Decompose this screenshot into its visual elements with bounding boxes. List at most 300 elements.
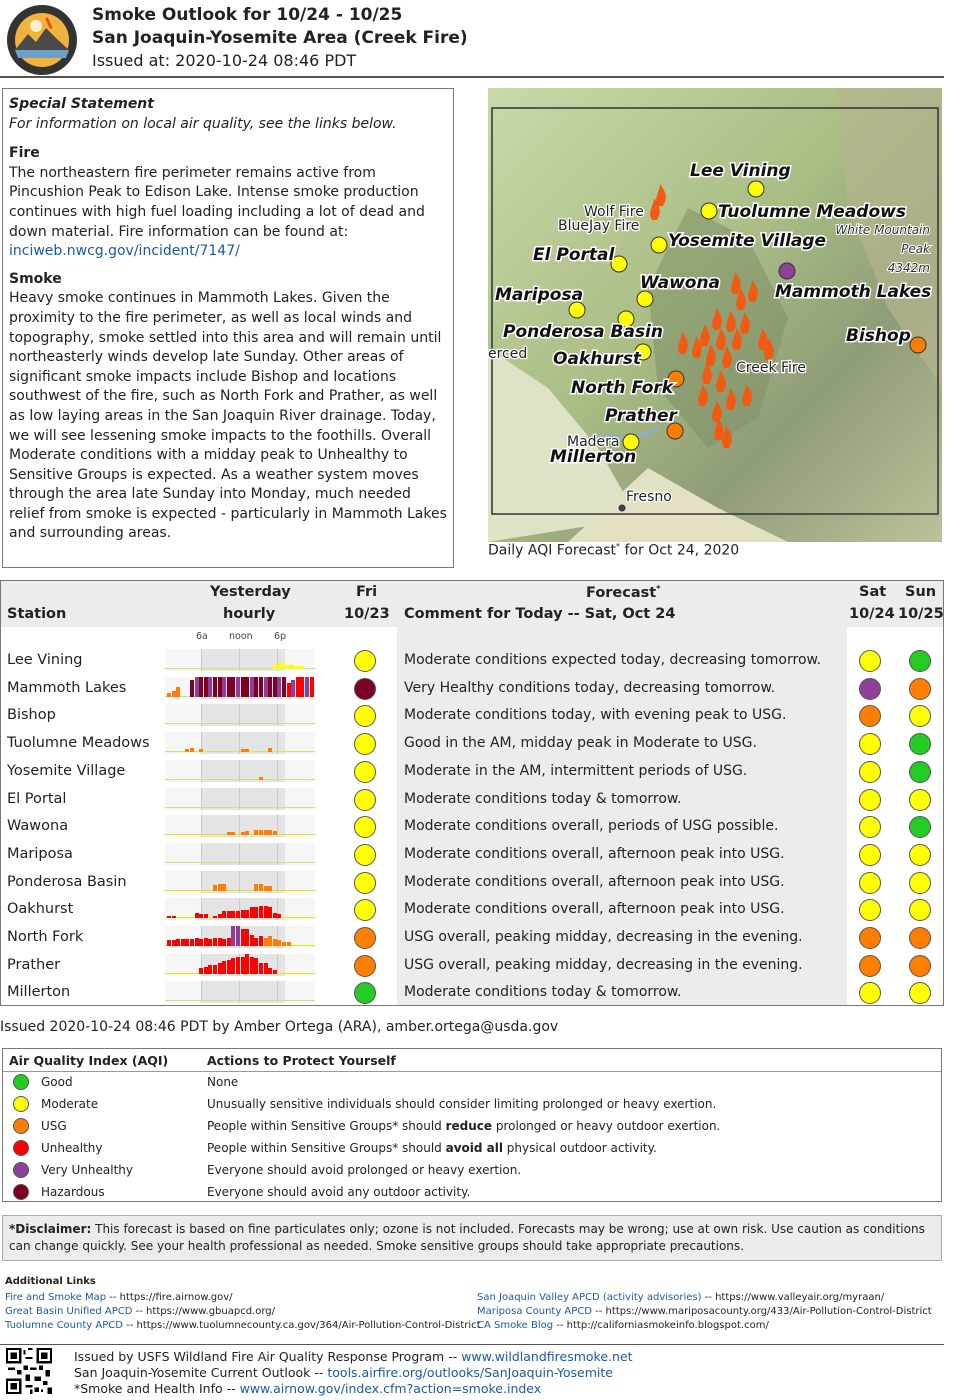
station-name: Wawona: [7, 818, 69, 835]
hourly-bar: [185, 939, 189, 946]
hourly-bar: [241, 910, 245, 918]
hourly-sparkline: [165, 898, 315, 920]
hourly-sparkline: [165, 843, 315, 865]
map-label-white-mtn-elev: 4342m: [887, 261, 930, 275]
smoke-heading: Smoke: [9, 270, 62, 287]
col-sat-date: 10/24: [849, 606, 895, 622]
page-header: [0, 0, 944, 78]
page-title: Smoke Outlook for 10/24 - 10/25: [92, 5, 403, 25]
marker-mammoth: [779, 263, 795, 279]
hourly-bar: [268, 907, 272, 918]
hourly-bar: [218, 963, 222, 974]
hourly-bar: [250, 907, 254, 918]
legend-row: [3, 1093, 941, 1115]
hourly-bar: [273, 677, 277, 697]
legend-header-index: Air Quality Index (AQI): [9, 1053, 169, 1068]
aqi-dot-sun: [909, 927, 931, 949]
hourly-bar: [268, 936, 272, 946]
hourly-bar: [231, 677, 235, 697]
aqi-dot-sat: [859, 982, 881, 1004]
hourly-bar: [273, 939, 277, 946]
hourly-bar: [264, 906, 268, 919]
hourly-bar: [199, 749, 203, 752]
hourly-bar: [250, 957, 254, 974]
hourly-bar: [208, 965, 212, 973]
hourly-bar: [268, 968, 272, 974]
forecast-comment: USG overall, peaking midday, decreasing in the evening.: [404, 956, 803, 973]
station-name: Mariposa: [7, 845, 73, 862]
map-label-mariposa: Mariposa: [495, 285, 584, 305]
hourly-sparkline: [165, 649, 315, 671]
table-row: [1, 896, 943, 924]
aqi-dot-fri: [354, 927, 376, 949]
hourly-bar: [231, 926, 235, 946]
map-label-creek-fire: Creek Fire: [736, 360, 806, 376]
hourly-bar: [227, 938, 231, 946]
hourly-bar: [213, 885, 217, 891]
baseline: [165, 779, 315, 780]
link-mariposa-apcd[interactable]: Mariposa County APCD -- https://www.mariposacounty.org/433/Air-Pollution-Control-District: [477, 1306, 932, 1317]
map-label-oakhurst: Oakhurst: [553, 349, 642, 369]
aqi-action: People within Sensitive Groups* should reduce prolonged or heavy outdoor exertion.: [207, 1119, 721, 1133]
aqi-action: Unusually sensitive individuals should consider limiting prolonged or heavy exertion.: [207, 1097, 717, 1111]
col-fri: Fri: [356, 584, 378, 600]
hourly-bar: [241, 832, 245, 835]
hourly-bar: [291, 680, 295, 697]
map-label-madera: Madera: [567, 434, 620, 450]
baseline: [165, 807, 315, 808]
aqi-dot-fri: [354, 899, 376, 921]
hourly-bar: [245, 749, 249, 752]
col-forecast: Forecast*: [586, 584, 661, 601]
hourly-bar: [296, 677, 300, 697]
hourly-bar: [268, 748, 272, 752]
hourly-bar: [204, 967, 208, 974]
hourly-bar: [273, 913, 277, 919]
link-tuolumne-apcd[interactable]: Tuolumne County APCD -- https://www.tuolumnecounty.ca.gov/364/Air-Pollution-Control-District: [5, 1320, 481, 1331]
hourly-bar: [310, 677, 314, 697]
aqi-action: People within Sensitive Groups* should avoid all physical outdoor activity.: [207, 1141, 657, 1155]
map-label-ponderosa: Ponderosa Basin: [503, 322, 663, 342]
aqi-dot-fri: [354, 955, 376, 977]
aqi-dot-sat: [859, 872, 881, 894]
disclaimer-text: This forecast is based on fine particulates only; ozone is not included. Forecasts may be wrong; use at own risk. Use caution as conditions can change quickly. See your health professional as needed. Smoke sensitive groups should take appropriate precautions.: [9, 1222, 925, 1253]
map-label-wawona: Wawona: [640, 273, 721, 293]
aqi-action: Everyone should avoid any outdoor activity.: [207, 1185, 471, 1199]
station-name: Yosemite Village: [7, 762, 126, 779]
station-name: Prather: [7, 956, 61, 973]
hourly-bar: [236, 957, 240, 974]
footer-divider: [0, 1344, 944, 1345]
hourly-bar: [259, 963, 263, 974]
issued-time: Issued at: 2020-10-24 08:46 PDT: [92, 51, 357, 70]
hourly-bar: [213, 965, 217, 973]
hourly-bar: [199, 939, 203, 946]
baseline: [165, 890, 315, 891]
legend-row: [3, 1159, 941, 1181]
table-row: [1, 813, 943, 841]
footer-link-airnow[interactable]: www.airnow.gov/index.cfm?action=smoke.index: [239, 1381, 542, 1396]
hourly-bar: [245, 910, 249, 918]
hourly-bar: [254, 677, 258, 697]
aqi-action: Everyone should avoid prolonged or heavy exertion.: [207, 1163, 522, 1177]
aqi-dot-sun: [909, 955, 931, 977]
hourly-bar: [190, 680, 194, 697]
marker-yosemite: [651, 237, 667, 253]
hourly-bar: [218, 884, 222, 891]
map-label-white-mtn: White Mountain: [835, 223, 930, 237]
aqi-dot-sat: [859, 650, 881, 672]
aqi-dot-sun: [909, 733, 931, 755]
baseline: [165, 1000, 315, 1001]
hourly-bar: [245, 929, 249, 946]
special-statement-intro: For information on local air quality, see the links below.: [9, 115, 397, 132]
aqi-swatch: [13, 1184, 29, 1200]
hourly-bar: [259, 936, 263, 946]
col-comment: Comment for Today -- Sat, Oct 24: [404, 606, 676, 622]
footer-link-outlook[interactable]: tools.airfire.org/outlooks/SanJoaquin-Yosemite: [327, 1365, 613, 1380]
hourly-bar: [277, 914, 281, 918]
hourly-bar: [167, 916, 171, 919]
forecast-comment: Moderate conditions today, with evening peak to USG.: [404, 707, 787, 724]
hourly-bar: [213, 938, 217, 946]
aqi-dot-fri: [354, 733, 376, 755]
hourly-bar: [213, 677, 217, 697]
hour-tick-6p: 6p: [274, 631, 287, 642]
station-name: Ponderosa Basin: [7, 873, 127, 890]
forecast-comment: Moderate conditions overall, periods of USG possible.: [404, 818, 779, 835]
hourly-bar: [199, 968, 203, 974]
hourly-bar: [222, 677, 226, 697]
marker-lee-vining: [748, 181, 764, 197]
smoke-paragraph: Heavy smoke continues in Mammoth Lakes. Given the proximity to the fire perimeter, as well as local winds and topography, smoke settled into this area and will remain until northeasterly winds develop late Sunday. Other areas of significant smoke impacts include Bishop and locations southwest of the fire, such as North Fork and Prather, as well as low laying areas in the San Joaquin River drainage. Today, we will see lessening smoke impacts to the foothills. Overall Moderate conditions with a midday peak to Unhealthy to Sensitive Groups is expected. As a weather system moves through the area late Sunday into Monday, much needed relief from smoke is expected - particularly in Mammoth Lakes and surrounding areas.: [9, 290, 447, 542]
station-name: Lee Vining: [7, 652, 83, 668]
hourly-bar: [208, 677, 212, 697]
aqi-dot-fri: [354, 872, 376, 894]
legend-header-actions: Actions to Protect Yourself: [207, 1053, 396, 1068]
aqi-dot-fri: [354, 816, 376, 838]
hourly-bar: [273, 665, 277, 669]
forecast-comment: Good in the AM, midday peak in Moderate to USG.: [404, 735, 757, 752]
aqi-dot-sun: [909, 705, 931, 727]
station-name: Oakhurst: [7, 901, 74, 918]
table-row: [1, 758, 943, 786]
hourly-bar: [264, 830, 268, 836]
station-name: Bishop: [7, 707, 56, 724]
hourly-bar: [227, 677, 231, 697]
hourly-bar: [222, 939, 226, 946]
aqi-dot-fri: [354, 678, 376, 700]
map-label-mammoth: Mammoth Lakes: [775, 282, 932, 302]
hourly-bar: [250, 935, 254, 946]
aqi-category-name: Unhealthy: [41, 1141, 103, 1155]
aqi-dot-sun: [909, 761, 931, 783]
aqi-dot-fri: [354, 650, 376, 672]
hourly-bar: [241, 749, 245, 752]
map-label-tuolumne: Tuolumne Meadows: [718, 202, 906, 222]
hourly-bar: [172, 916, 176, 919]
aqi-legend: [2, 1048, 942, 1202]
hourly-bar: [213, 916, 217, 919]
hourly-sparkline: [165, 954, 315, 976]
hourly-bar: [236, 911, 240, 918]
hourly-bar: [268, 886, 272, 890]
hourly-bar: [190, 939, 194, 946]
hourly-bar: [282, 942, 286, 946]
disclaimer: [2, 1215, 942, 1261]
hourly-bar: [208, 939, 212, 946]
aqi-dot-sat: [859, 705, 881, 727]
hourly-bar: [176, 939, 180, 946]
station-name: Millerton: [7, 984, 71, 1001]
hourly-bar: [167, 940, 171, 946]
col-yesterday: Yesterday: [210, 584, 291, 600]
hourly-bar: [296, 666, 300, 669]
hourly-bar: [167, 693, 171, 697]
table-row: [1, 869, 943, 897]
aqi-swatch: [13, 1140, 29, 1156]
hour-tick-6a: 6a: [196, 631, 208, 642]
aqi-dot-sat: [859, 844, 881, 866]
aqi-category-name: Good: [41, 1075, 73, 1089]
table-row: [1, 702, 943, 730]
map-label-fresno: Fresno: [626, 489, 672, 505]
station-name: Tuolumne Meadows: [7, 735, 150, 752]
aqi-dot-sun: [909, 899, 931, 921]
disclaimer-label: *Disclaimer:: [9, 1222, 92, 1236]
table-row: [1, 841, 943, 869]
hourly-bar: [287, 683, 291, 697]
hourly-bar: [273, 831, 277, 835]
forecast-comment: Moderate conditions today & tomorrow.: [404, 984, 682, 1001]
aqi-dot-sat: [859, 816, 881, 838]
aqi-forecast-map: [488, 88, 942, 542]
hourly-bar: [204, 938, 208, 946]
link-great-basin-apcd[interactable]: Great Basin Unified APCD -- https://www.gbuapcd.org/: [5, 1306, 276, 1317]
map-label-north-fork: North Fork: [571, 378, 674, 398]
aqi-dot-fri: [354, 982, 376, 1004]
marker-tuolumne: [701, 203, 717, 219]
aqi-dot-sun: [909, 816, 931, 838]
aqi-category-name: Hazardous: [41, 1185, 105, 1199]
table-row: [1, 647, 943, 675]
hourly-bar: [227, 832, 231, 835]
hourly-bar: [268, 677, 272, 697]
hourly-bar: [282, 677, 286, 697]
hourly-bar: [222, 911, 226, 918]
station-name: El Portal: [7, 790, 67, 807]
footer-link-wildlandfiresmoke[interactable]: www.wildlandfiresmoke.net: [461, 1349, 633, 1364]
hourly-bar: [268, 830, 272, 836]
hourly-bar: [241, 929, 245, 946]
station-name: North Fork: [7, 929, 84, 945]
aqi-dot-sun: [909, 872, 931, 894]
hourly-bar: [250, 677, 254, 697]
table-row: [1, 675, 943, 703]
hourly-bar: [185, 749, 189, 752]
hourly-bar: [305, 677, 309, 697]
program-logo: [6, 4, 78, 76]
map-label-merced: erced: [488, 346, 528, 362]
hourly-bar: [273, 970, 277, 974]
hourly-sparkline: [165, 926, 315, 948]
forecast-table: [0, 580, 944, 1006]
forecast-comment: Moderate in the AM, intermittent periods of USG.: [404, 762, 748, 779]
hourly-bar: [218, 677, 222, 697]
hourly-bar: [227, 911, 231, 918]
hourly-bar: [231, 958, 235, 973]
hourly-bar: [277, 663, 281, 669]
aqi-dot-fri: [354, 789, 376, 811]
legend-row: [3, 1181, 941, 1203]
aqi-swatch: [13, 1074, 29, 1090]
forecast-comment: Moderate conditions overall, afternoon peak into USG.: [404, 845, 785, 862]
hourly-bar: [287, 942, 291, 946]
hourly-bar: [245, 954, 249, 974]
hourly-sparkline: [165, 732, 315, 754]
fire-paragraph: [9, 164, 447, 262]
table-row: [1, 786, 943, 814]
aqi-action: None: [207, 1075, 239, 1089]
forecast-table-header: [1, 581, 943, 627]
hourly-bar: [195, 938, 199, 946]
baseline: [165, 723, 315, 724]
hourly-bar: [199, 914, 203, 918]
hourly-bar: [254, 938, 258, 946]
hourly-bar: [300, 677, 304, 697]
additional-links-heading: Additional Links: [5, 1276, 96, 1287]
hourly-bar: [259, 830, 263, 836]
table-row: [1, 952, 943, 980]
fire-text: The northeastern fire perimeter remains active from Pincushion Peak to Edison Lake. Intense smoke production continues with high fuel loading including a lot of dead and down material. Fire information can be found at:: [9, 164, 425, 240]
footer-line-health: *Smoke and Health Info -- www.airnow.gov/index.cfm?action=smoke.index: [74, 1381, 542, 1396]
legend-row: [3, 1115, 941, 1137]
hourly-bar: [195, 913, 199, 919]
table-row: [1, 979, 943, 1007]
hourly-bar: [222, 961, 226, 974]
hourly-bar: [259, 677, 263, 697]
map-label-wolf-fire: Wolf Fire: [584, 204, 644, 220]
forecast-comment: Moderate conditions overall, afternoon peak into USG.: [404, 873, 785, 890]
hourly-bar: [259, 777, 263, 780]
link-sjv-apcd[interactable]: San Joaquin Valley APCD (activity advisories) -- https://www.valleyair.org/myraan/: [477, 1292, 885, 1303]
hourly-bar: [287, 665, 291, 669]
issued-by: Issued 2020-10-24 08:46 PDT by Amber Ortega (ARA), amber.ortega@usda.gov: [0, 1019, 559, 1035]
hourly-bar: [195, 677, 199, 697]
hourly-bar: [245, 831, 249, 835]
marker-bishop: [910, 337, 926, 353]
aqi-dot-fri: [354, 844, 376, 866]
hourly-bar: [227, 960, 231, 974]
map-label-yosemite: Yosemite Village: [668, 231, 827, 251]
map-caption: Daily AQI Forecast* for Oct 24, 2020: [488, 542, 740, 559]
hourly-bar: [254, 884, 258, 891]
hourly-bar: [277, 677, 281, 697]
aqi-dot-sat: [859, 761, 881, 783]
aqi-dot-fri: [354, 761, 376, 783]
forecast-comment: Very Healthy conditions today, decreasing tomorrow.: [404, 679, 776, 696]
forecast-comment: Moderate conditions today & tomorrow.: [404, 790, 682, 807]
hourly-bar: [241, 957, 245, 974]
aqi-dot-sun: [909, 982, 931, 1004]
hourly-sparkline: [165, 815, 315, 837]
fire-heading: Fire: [9, 145, 40, 162]
hourly-bar: [204, 914, 208, 918]
footer-line-program: Issued by USFS Wildland Fire Air Quality Response Program -- www.wildlandfiresmoke.net: [74, 1349, 633, 1364]
hourly-bar: [218, 938, 222, 946]
aqi-dot-sat: [859, 927, 881, 949]
legend-row: [3, 1137, 941, 1159]
station-name: Mammoth Lakes: [7, 679, 127, 696]
hourly-bar: [204, 677, 208, 697]
col-station: Station: [7, 606, 67, 622]
forecast-comment: USG overall, peaking midday, decreasing in the evening.: [404, 929, 803, 945]
map-label-el-portal: El Portal: [533, 245, 615, 265]
aqi-dot-sun: [909, 844, 931, 866]
marker-fresno: [619, 505, 625, 511]
aqi-dot-sat: [859, 733, 881, 755]
marker-wawona: [637, 291, 653, 307]
col-sat: Sat: [859, 584, 887, 600]
table-row: [1, 924, 943, 952]
aqi-dot-sat: [859, 899, 881, 921]
aqi-dot-sat: [859, 678, 881, 700]
hourly-bar: [277, 940, 281, 946]
hourly-bar: [254, 907, 258, 918]
hourly-sparkline: [165, 788, 315, 810]
aqi-swatch: [13, 1096, 29, 1112]
aqi-dot-fri: [354, 705, 376, 727]
aqi-dot-sun: [909, 678, 931, 700]
aqi-category-name: Moderate: [41, 1097, 99, 1111]
hourly-bar: [264, 677, 268, 697]
hourly-bar: [236, 677, 240, 697]
legend-row: [3, 1071, 941, 1093]
special-statement-title: Special Statement: [9, 96, 154, 112]
link-ca-smoke-blog[interactable]: CA Smoke Blog -- http://californiasmokeinfo.blogspot.com/: [477, 1320, 769, 1331]
map-label-bluejay-fire: BlueJay Fire: [558, 218, 640, 234]
aqi-swatch: [13, 1118, 29, 1134]
hourly-bar: [282, 663, 286, 669]
map-label-bishop: Bishop: [846, 326, 911, 346]
map-label-lee-vining: Lee Vining: [690, 161, 791, 181]
aqi-dot-sat: [859, 789, 881, 811]
hourly-bar: [291, 665, 295, 669]
hourly-bar: [231, 832, 235, 835]
hourly-bar: [245, 677, 249, 697]
aqi-dot-sun: [909, 650, 931, 672]
hourly-bar: [222, 884, 226, 891]
hourly-bar: [181, 939, 185, 946]
forecast-comment: Moderate conditions expected today, decreasing tomorrow.: [404, 652, 822, 668]
special-statement-box: [2, 88, 454, 568]
hourly-bar: [172, 940, 176, 946]
hourly-bar: [264, 886, 268, 890]
link-fire-smoke-map[interactable]: Fire and Smoke Map -- https://fire.airnow.gov/: [5, 1292, 233, 1303]
hourly-sparkline: [165, 677, 315, 699]
hourly-bar: [259, 884, 263, 891]
hourly-sparkline: [165, 981, 315, 1003]
inciweb-link[interactable]: inciweb.nwcg.gov/incident/7147/: [9, 243, 240, 260]
hourly-bar: [176, 687, 180, 697]
footer-line-outlook: San Joaquin-Yosemite Current Outlook -- tools.airfire.org/outlooks/SanJoaquin-Yosemite: [74, 1365, 613, 1380]
table-row: [1, 730, 943, 758]
hourly-bar: [264, 963, 268, 974]
forecast-comment: Moderate conditions overall, afternoon peak into USG.: [404, 901, 785, 918]
hourly-bar: [231, 911, 235, 918]
hourly-bar: [236, 926, 240, 946]
hourly-sparkline: [165, 871, 315, 893]
